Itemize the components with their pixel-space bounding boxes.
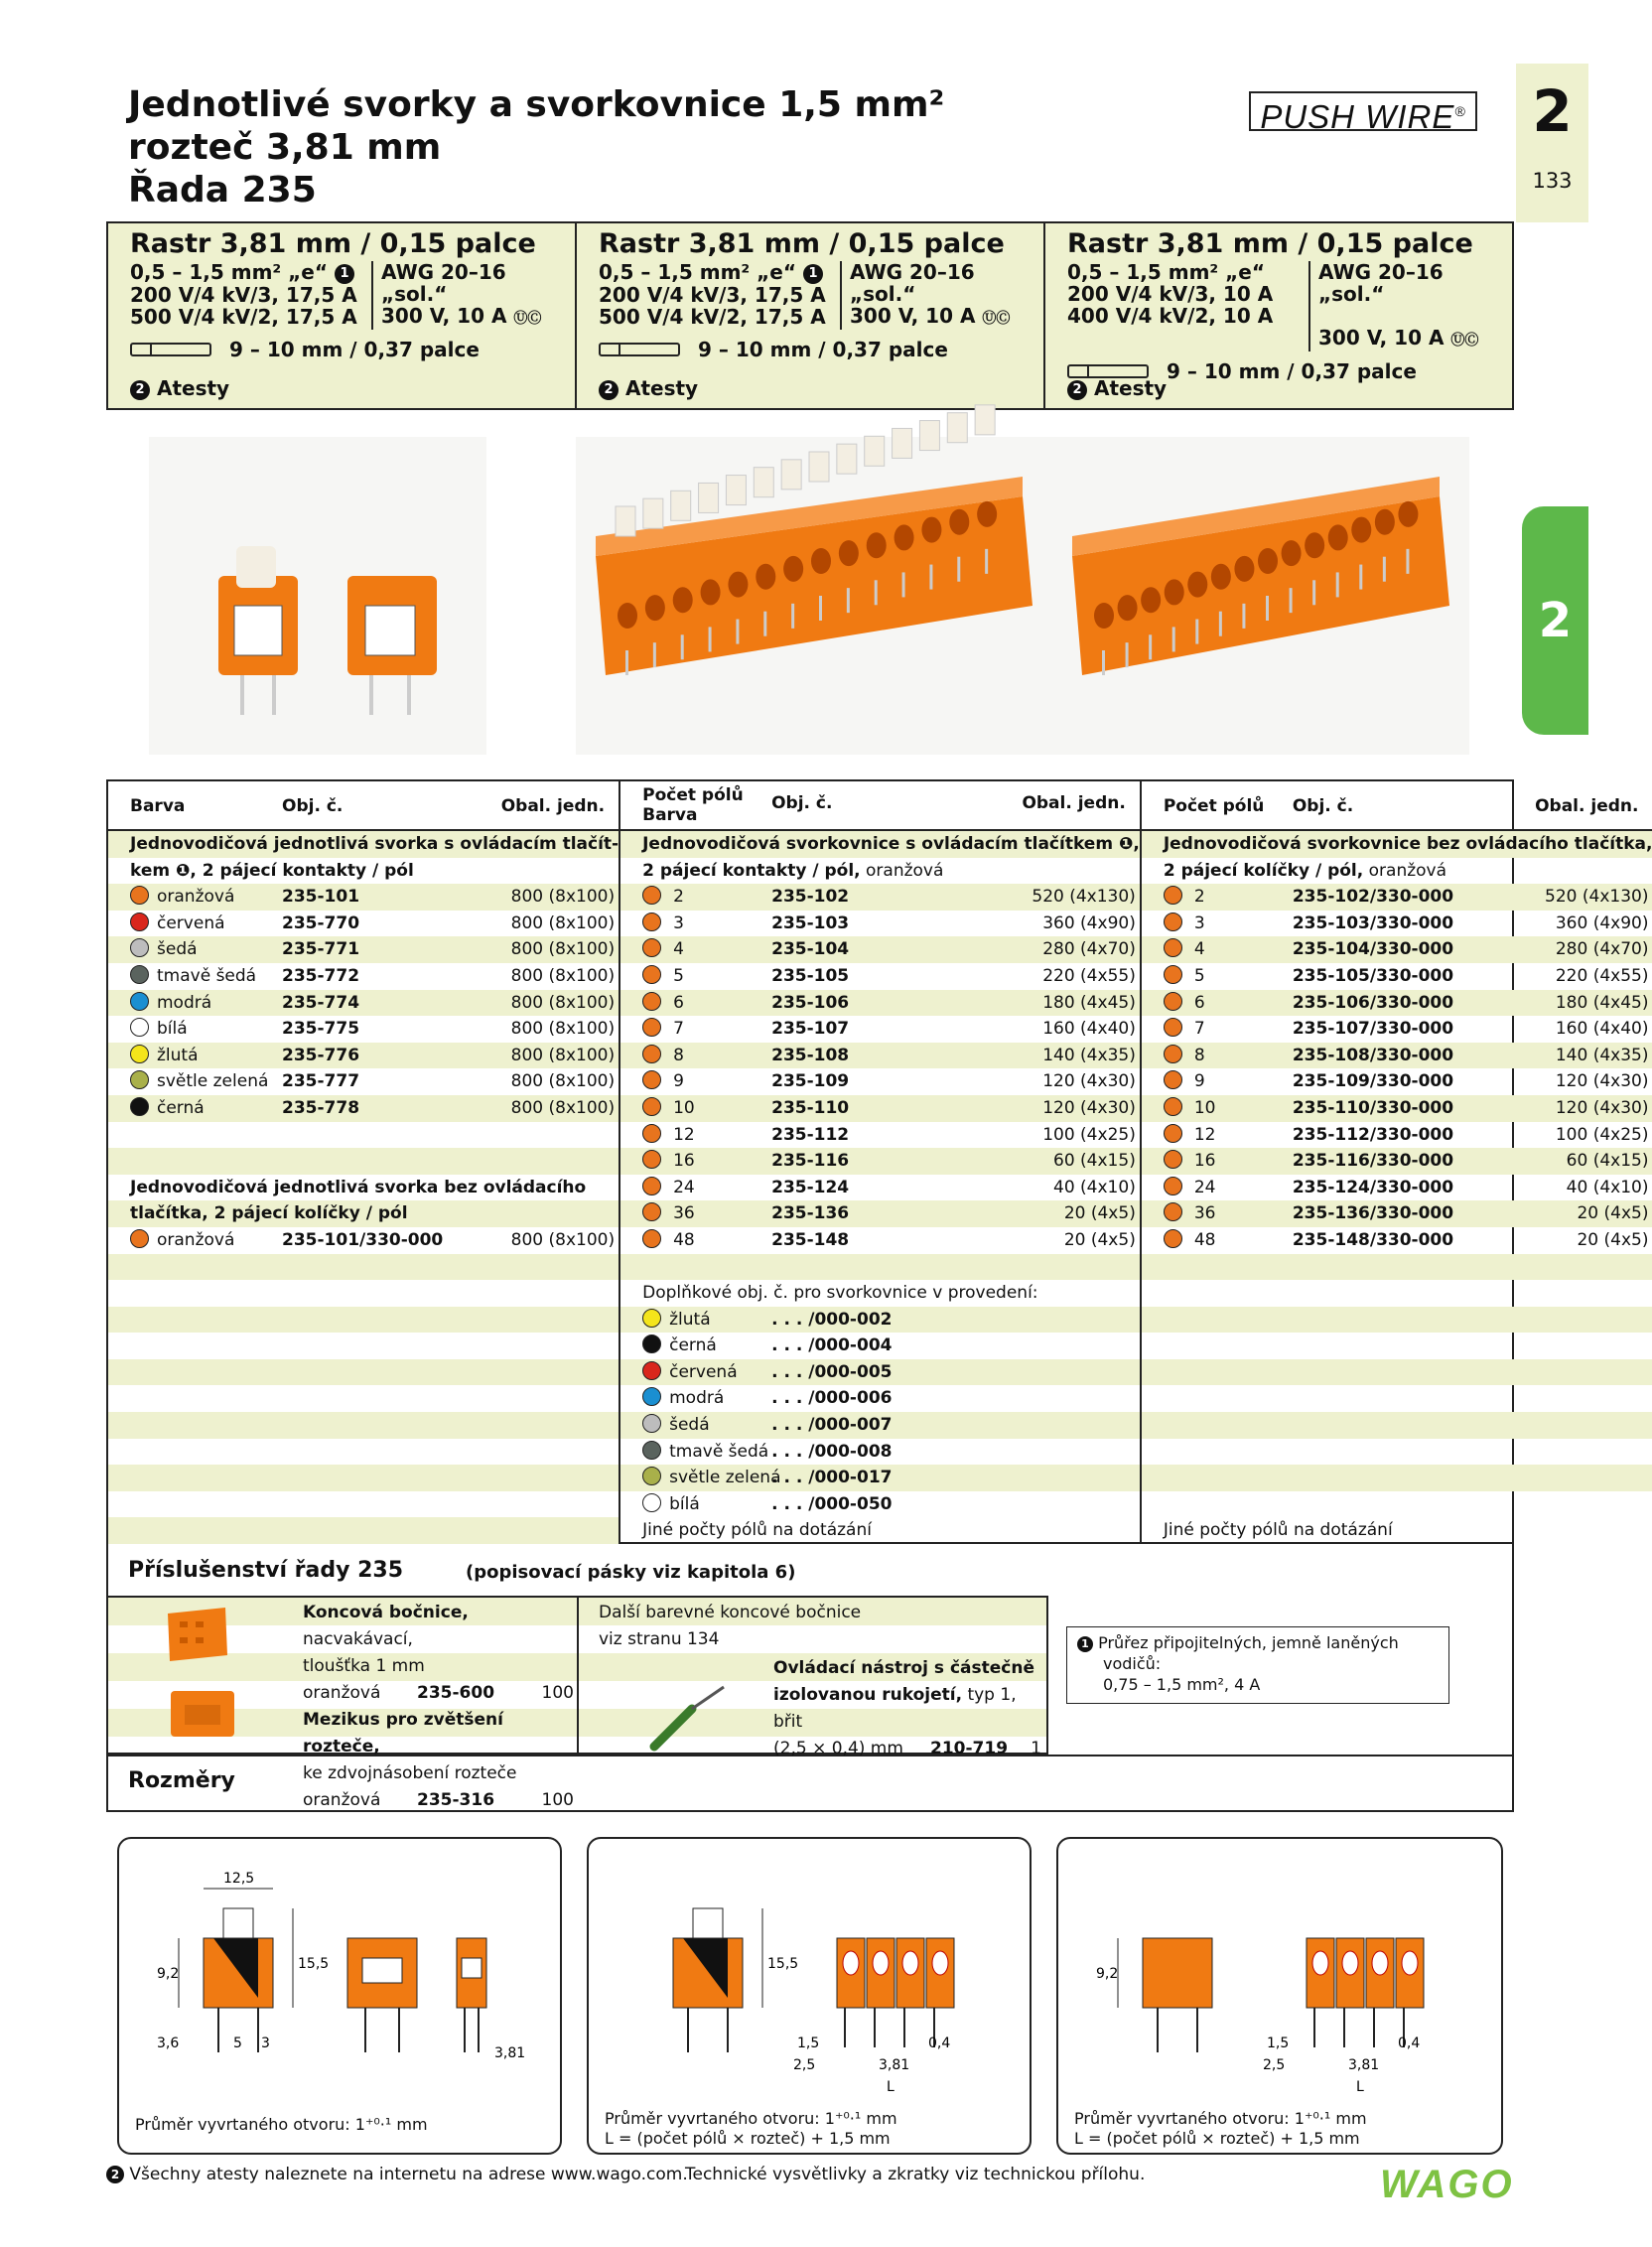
spec-header-3 (1045, 223, 1512, 408)
table-row: červená 235-770 800 (8x100) (108, 911, 619, 937)
spacer-row (1142, 1491, 1652, 1518)
spacer-row (108, 1122, 619, 1149)
note-1-icon: 1 (803, 264, 823, 284)
dim-note-3: Průměr vyvrtaného otvoru: 1⁺⁰·¹ mm L = (počet pólů × rozteč) + 1,5 mm (1074, 2109, 1367, 2148)
section-title: Jednovodičová svorkovnice bez ovládacího tlačítka, (1142, 831, 1652, 858)
color-swatch (1164, 1150, 1182, 1169)
table-row: světle zelená . . . /000-017 (620, 1465, 1140, 1491)
color-swatch (1164, 1124, 1182, 1143)
rating-1: 200 V/4 kV/3, 17,5 A (130, 282, 357, 307)
table-row: 7 235-107/330-000 160 (4x40) (1142, 1016, 1652, 1043)
table-row: oranžová 235-101 800 (8x100) (108, 884, 619, 911)
spacer-row (108, 1333, 619, 1359)
color-swatch (130, 992, 149, 1011)
table-row: žlutá 235-776 800 (8x100) (108, 1043, 619, 1069)
wire-range: 0,5 – 1,5 mm² „e“ (599, 260, 797, 284)
svg-text:15,5: 15,5 (298, 1956, 330, 1972)
table-row: modrá . . . /000-006 (620, 1385, 1140, 1412)
more-end-plates-note: Další barevné koncové bočnice viz stranu 134 (599, 1603, 862, 1649)
table-row: 5 235-105 220 (4x55) (620, 963, 1140, 990)
color-swatch (642, 1150, 661, 1169)
table-row: 9 235-109/330-000 120 (4x30) (1142, 1068, 1652, 1095)
strip-length-icon (599, 343, 680, 356)
rating-2: 500 V/4 kV/2, 17,5 A (130, 304, 357, 329)
color-swatch (130, 913, 149, 931)
color-swatch (642, 992, 661, 1011)
svg-text:0,4: 0,4 (928, 2036, 951, 2051)
color-swatch (1164, 1202, 1182, 1221)
color-swatch (642, 1361, 661, 1380)
table-row: 16 235-116/330-000 60 (4x15) (1142, 1148, 1652, 1175)
svg-text:12,5: 12,5 (223, 1871, 255, 1887)
strips-with-buttons-column (620, 781, 1142, 1542)
table-row: 48 235-148/330-000 20 (4x5) (1142, 1227, 1652, 1254)
table-row: tmavě šedá 235-772 800 (8x100) (108, 963, 619, 990)
color-swatch (130, 1018, 149, 1037)
color-swatch (642, 965, 661, 984)
table-row: modrá 235-774 800 (8x100) (108, 990, 619, 1017)
note-row: Jiné počty pólů na dotázání (642, 1520, 872, 1541)
note-2-icon: 2 (1067, 380, 1087, 400)
photo-single-terminals (149, 437, 486, 755)
section-title: 2 pájecí kontakty / pól, oranžová (642, 860, 944, 881)
table-row: 16 235-116 60 (4x15) (620, 1148, 1140, 1175)
page-number: 133 (1532, 169, 1573, 193)
color-swatch (130, 1070, 149, 1089)
color-swatch (130, 1097, 149, 1116)
single-terminals-column (108, 781, 620, 1542)
color-swatch (642, 886, 661, 905)
svg-text:L: L (887, 2079, 895, 2095)
spacer-row (108, 1148, 619, 1175)
table-row: bílá . . . /000-050 (620, 1491, 1140, 1518)
spacer-row (1142, 1280, 1652, 1307)
svg-text:3,81: 3,81 (494, 2045, 526, 2061)
spacer-row (108, 1439, 619, 1466)
color-swatch (1164, 913, 1182, 931)
table-row: 36 235-136 20 (4x5) (620, 1200, 1140, 1227)
table-row: 3 235-103/330-000 360 (4x90) (1142, 911, 1652, 937)
note-2-icon: 2 (130, 380, 150, 400)
table-row: černá . . . /000-004 (620, 1333, 1140, 1359)
color-swatch (130, 886, 149, 905)
color-swatch (642, 1045, 661, 1063)
awg-range: AWG 20–16 „sol.“ (849, 260, 975, 306)
spacer-row (1142, 1307, 1652, 1334)
dimension-drawing-strip-buttons (587, 1837, 1032, 2155)
spacer-row (108, 1412, 619, 1439)
table-row: světle zelená 235-777 800 (8x100) (108, 1068, 619, 1095)
svg-text:L: L (1356, 2079, 1364, 2095)
note-row: Jiné počty pólů na dotázání (1163, 1520, 1393, 1541)
color-swatch (130, 938, 149, 957)
end-plate-description: Koncová bočnice, nacvakávací, tloušťka 1 mm oranžová 235-600 100 Mezikus pro zvětšení rozteče, ke zdvojnásobení rozteče oranžová 235-316 100 (303, 1603, 574, 1810)
color-swatch (1164, 965, 1182, 984)
wire-range: 0,5 – 1,5 mm² „e“ (1067, 260, 1266, 284)
table-row: šedá . . . /000-007 (620, 1412, 1140, 1439)
operating-tool-description: Ovládací nástroj s částečně izolovanou rukojetí, typ 1, břit (2,5 × 0,4) mm 210-719 1 (773, 1658, 1041, 1758)
table-header: Barva Obj. č. Obal. jedn. (108, 781, 619, 831)
spacer-row (1142, 1333, 1652, 1359)
spacer-row (620, 1254, 1140, 1281)
svg-text:2,5: 2,5 (793, 2057, 816, 2073)
grid-title: Rastr 3,81 mm / 0,15 palce (1067, 228, 1473, 259)
svg-text:3: 3 (261, 2036, 270, 2051)
side-chapter-tab[interactable]: 2 (1522, 506, 1588, 735)
spacer-row (108, 1491, 619, 1518)
dimension-drawing-strip-pins (1056, 1837, 1503, 2155)
section-title: tlačítka, 2 pájecí kolíčky / pól (108, 1200, 619, 1227)
spacer-row (1142, 1359, 1652, 1386)
rating-2: 400 V/4 kV/2, 10 A (1067, 304, 1274, 328)
table-row: červená . . . /000-005 (620, 1359, 1140, 1386)
section-title: Jednovodičová jednotlivá svorka bez ovládacího (130, 1177, 587, 1197)
wire-note: 1 Průřez připojitelných, jemně laněných vodičů: 0,75 – 1,5 mm², 4 A (1066, 1626, 1449, 1704)
note-1-icon: 1 (335, 264, 354, 284)
strip-length: 9 – 10 mm / 0,37 palce (229, 338, 480, 361)
color-swatch (642, 1441, 661, 1460)
table-row: 7 235-107 160 (4x40) (620, 1016, 1140, 1043)
strip-length-icon (130, 343, 211, 356)
color-swatch (642, 1493, 661, 1512)
svg-text:3,81: 3,81 (879, 2057, 910, 2073)
color-swatch (642, 1097, 661, 1116)
dim-note-1: Průměr vyvrtaného otvoru: 1⁺⁰·¹ mm (135, 2115, 428, 2134)
table-row: šedá 235-771 800 (8x100) (108, 936, 619, 963)
wire-range: 0,5 – 1,5 mm² „e“ (130, 260, 329, 284)
color-swatch (1164, 1070, 1182, 1089)
spacer-row (108, 1307, 619, 1334)
ul-cert-icon: ⓊⒸ (982, 311, 1011, 327)
ul-rating: 300 V, 10 A (849, 304, 976, 328)
spacer-row (1142, 1465, 1652, 1491)
rating-1: 200 V/4 kV/3, 10 A (1067, 282, 1274, 306)
approvals-label: Atesty (156, 376, 230, 400)
spec-header-2 (577, 223, 1045, 408)
color-swatch (1164, 1097, 1182, 1116)
table-row: 2 235-102 520 (4x130) (620, 884, 1140, 911)
table-row: 10 235-110 120 (4x30) (620, 1095, 1140, 1122)
svg-text:3,6: 3,6 (157, 2036, 180, 2051)
color-swatch (642, 1177, 661, 1195)
spacer-row (108, 1254, 619, 1281)
color-swatch (130, 965, 149, 984)
color-swatch (642, 1414, 661, 1433)
spacer-row (108, 1517, 619, 1544)
accessories-section (106, 1544, 1514, 1812)
awg-range: AWG 20–16 „sol.“ (1317, 260, 1444, 306)
spec-header-1 (108, 223, 577, 408)
table-row: 2 235-102/330-000 520 (4x130) (1142, 884, 1652, 911)
color-swatch (1164, 1229, 1182, 1248)
push-wire-logo: PUSH WIRE® (1249, 91, 1477, 131)
photo-terminal-strip-pins (1052, 437, 1469, 755)
svg-text:5: 5 (233, 2036, 242, 2051)
table-header: Počet pólů Barva Obj. č. Obal. jedn. (620, 781, 1140, 831)
table-row: 10 235-110/330-000 120 (4x30) (1142, 1095, 1652, 1122)
spacer-row (108, 1385, 619, 1412)
extra-title: Doplňkové obj. č. pro svorkovnice v provedení: (642, 1283, 1038, 1304)
spacer-image (163, 1681, 242, 1751)
color-swatch (642, 1309, 661, 1328)
table-row: 5 235-105/330-000 220 (4x55) (1142, 963, 1652, 990)
section-title: Jednovodičová jednotlivá svorka s ovládacím tlačít- (108, 831, 619, 858)
spacer-row (1142, 1385, 1652, 1412)
approvals-label: Atesty (1093, 376, 1168, 400)
table-row: 48 235-148 20 (4x5) (620, 1227, 1140, 1254)
table-row: 36 235-136/330-000 20 (4x5) (1142, 1200, 1652, 1227)
svg-text:15,5: 15,5 (767, 1956, 799, 1972)
rating-2: 500 V/4 kV/2, 17,5 A (599, 304, 826, 329)
end-plate-image (158, 1606, 237, 1665)
color-swatch (642, 1387, 661, 1406)
grid-title: Rastr 3,81 mm / 0,15 palce (130, 228, 536, 259)
note-2-icon: 2 (599, 380, 619, 400)
color-swatch (1164, 992, 1182, 1011)
dimension-drawing-single (117, 1837, 562, 2155)
page-title (128, 83, 944, 211)
table-row: černá 235-778 800 (8x100) (108, 1095, 619, 1122)
section-title: 2 pájecí kolíčky / pól, oranžová (1163, 860, 1447, 881)
color-swatch (1164, 938, 1182, 957)
table-row: 3 235-103 360 (4x90) (620, 911, 1140, 937)
section-title: kem ❶, 2 pájecí kontakty / pól (130, 860, 414, 881)
table-row: bílá 235-775 800 (8x100) (108, 1016, 619, 1043)
footer-approvals: 2 Všechny atesty naleznete na internetu na adrese www.wago.com. (106, 2165, 688, 2184)
color-swatch (642, 1467, 661, 1485)
title-line-2: rozteč 3,81 mm (128, 127, 442, 168)
ul-cert-icon: ⓊⒸ (1450, 333, 1479, 349)
table-row: oranžová 235-101/330-000 800 (8x100) (108, 1227, 619, 1254)
ul-rating: 300 V, 10 A (1317, 326, 1445, 350)
svg-text:3,81: 3,81 (1348, 2057, 1380, 2073)
svg-text:9,2: 9,2 (1096, 1966, 1119, 1982)
svg-text:0,4: 0,4 (1398, 2036, 1421, 2051)
accessories-title: Příslušenství řady 235 (128, 1558, 404, 1583)
footer-technical: Technické vysvětlivky a zkratky viz technickou přílohu. (685, 2165, 1146, 2184)
table-row: tmavě šedá . . . /000-008 (620, 1439, 1140, 1466)
color-swatch (1164, 1045, 1182, 1063)
table-row: 4 235-104/330-000 280 (4x70) (1142, 936, 1652, 963)
svg-text:2,5: 2,5 (1263, 2057, 1286, 2073)
table-row: 12 235-112 100 (4x25) (620, 1122, 1140, 1149)
svg-text:9,2: 9,2 (157, 1966, 180, 1982)
table-row: 8 235-108 140 (4x35) (620, 1043, 1140, 1069)
table-row: 6 235-106/330-000 180 (4x45) (1142, 990, 1652, 1017)
table-row: žlutá . . . /000-002 (620, 1307, 1140, 1334)
order-table (106, 779, 1652, 1544)
spacer-row (108, 1359, 619, 1386)
wago-logo: WAGO (1380, 2163, 1514, 2206)
accessories-subtitle: (popisovací pásky viz kapitola 6) (466, 1562, 796, 1583)
spacer-row (108, 1280, 619, 1307)
color-swatch (642, 1229, 661, 1248)
spacer-row (1142, 1439, 1652, 1466)
color-swatch (642, 1334, 661, 1353)
spacer-row (1142, 1254, 1652, 1281)
spacer-row (108, 1465, 619, 1491)
color-swatch (642, 1124, 661, 1143)
color-swatch (130, 1229, 149, 1248)
spacer-row (1142, 1412, 1652, 1439)
color-swatch (1164, 886, 1182, 905)
table-row: 24 235-124/330-000 40 (4x10) (1142, 1175, 1652, 1201)
ul-rating: 300 V, 10 A (380, 304, 507, 328)
color-swatch (642, 1018, 661, 1037)
color-swatch (1164, 1018, 1182, 1037)
title-line-1: Jednotlivé svorky a svorkovnice 1,5 mm² (128, 84, 945, 125)
color-swatch (642, 938, 661, 957)
table-row: 8 235-108/330-000 140 (4x35) (1142, 1043, 1652, 1069)
table-header: Počet pólů Obj. č. Obal. jedn. (1142, 781, 1652, 831)
color-swatch (642, 1202, 661, 1221)
table-row: 24 235-124 40 (4x10) (620, 1175, 1140, 1201)
dim-note-2: Průměr vyvrtaného otvoru: 1⁺⁰·¹ mm L = (počet pólů × rozteč) + 1,5 mm (605, 2109, 897, 2148)
table-row: 4 235-104 280 (4x70) (620, 936, 1140, 963)
grid-title: Rastr 3,81 mm / 0,15 palce (599, 228, 1005, 259)
dimensions-title: Rozměry (128, 1768, 235, 1793)
approvals-label: Atesty (624, 376, 699, 400)
section-title: Jednovodičová svorkovnice s ovládacím tlačítkem ❶, (620, 831, 1140, 858)
chapter-number: 2 (1532, 77, 1573, 145)
chapter-tab (1516, 64, 1588, 222)
strip-length: 9 – 10 mm / 0,37 palce (1167, 359, 1417, 383)
strips-without-buttons-column (1142, 781, 1652, 1542)
color-swatch (642, 1070, 661, 1089)
ul-cert-icon: ⓊⒸ (513, 311, 542, 327)
color-swatch (1164, 1177, 1182, 1195)
svg-text:1,5: 1,5 (1267, 2036, 1290, 2051)
title-line-3: Řada 235 (128, 170, 317, 211)
table-row: 12 235-112/330-000 100 (4x25) (1142, 1122, 1652, 1149)
table-row: 6 235-106 180 (4x45) (620, 990, 1140, 1017)
color-swatch (642, 913, 661, 931)
rating-1: 200 V/4 kV/3, 17,5 A (599, 282, 826, 307)
awg-range: AWG 20–16 „sol.“ (380, 260, 506, 306)
operating-tool-image (644, 1683, 734, 1753)
spec-header (106, 221, 1514, 410)
color-swatch (130, 1045, 149, 1063)
table-row: 9 235-109 120 (4x30) (620, 1068, 1140, 1095)
photo-terminal-strip-with-buttons (576, 437, 1052, 755)
svg-text:1,5: 1,5 (797, 2036, 820, 2051)
strip-length: 9 – 10 mm / 0,37 palce (698, 338, 948, 361)
